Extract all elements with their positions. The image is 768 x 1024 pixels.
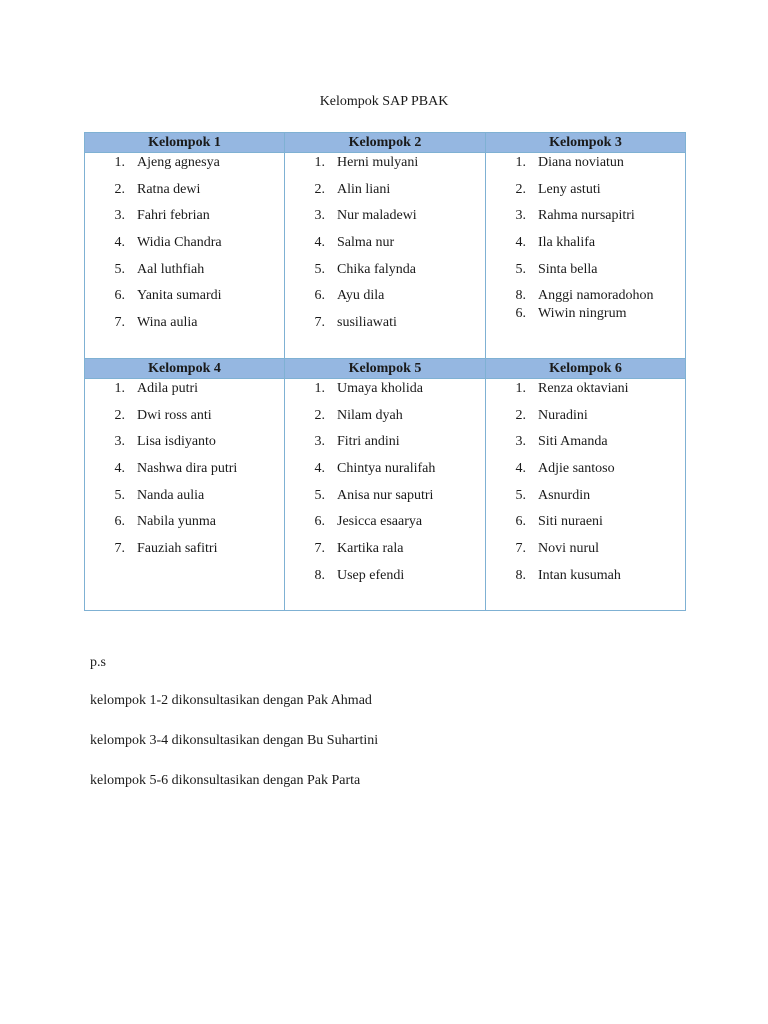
- member-item: [85, 432, 284, 459]
- member-number: 2.: [114, 181, 125, 197]
- member-item: [285, 539, 485, 566]
- group-2-members: [285, 153, 486, 359]
- ps-label: p.s: [90, 655, 106, 670]
- member-name: Wina aulia: [137, 315, 198, 331]
- member-name: Nur maladewi: [337, 208, 417, 224]
- member-item: [486, 512, 685, 539]
- member-item: [85, 406, 284, 433]
- member-item: [285, 432, 485, 459]
- member-number: 2.: [515, 407, 526, 423]
- member-item: [85, 459, 284, 486]
- member-list: [285, 153, 485, 340]
- consultation-note-1: kelompok 1-2 dikonsultasikan dengan Pak Ahmad: [90, 693, 372, 708]
- member-name: Rahma nursapitri: [538, 208, 635, 224]
- member-name: Ratna dewi: [137, 181, 201, 197]
- member-name: Ajeng agnesya: [137, 155, 220, 170]
- member-name: Kartika rala: [337, 541, 404, 557]
- member-number: 8.: [314, 567, 325, 583]
- member-item: [486, 304, 685, 331]
- member-number: 7.: [114, 315, 125, 331]
- group-6-members: [486, 379, 686, 611]
- member-name: Leny astuti: [538, 181, 601, 197]
- member-name: Dwi ross anti: [137, 407, 212, 423]
- member-item: [486, 566, 685, 593]
- member-name: Intan kusumah: [538, 567, 621, 583]
- group-3-header: Kelompok 3: [486, 133, 686, 153]
- member-number: 4.: [515, 461, 526, 477]
- member-item: [85, 260, 284, 287]
- member-name: Adila putri: [137, 381, 199, 396]
- member-number: 3.: [114, 434, 125, 450]
- member-name: Anisa nur saputri: [337, 487, 434, 503]
- member-name: Aal luthfiah: [137, 261, 205, 277]
- member-name: Siti Amanda: [538, 434, 608, 450]
- member-item: [285, 206, 485, 233]
- member-name: Nabila yunma: [137, 514, 216, 530]
- member-number: 2.: [515, 181, 526, 197]
- member-name: Alin liani: [337, 181, 391, 197]
- group-4-members: [85, 379, 285, 611]
- member-number: 6.: [114, 288, 125, 304]
- member-name: Nilam dyah: [337, 407, 403, 423]
- member-name: Novi nurul: [538, 541, 600, 557]
- member-item: [285, 286, 485, 313]
- notes-section: [90, 653, 378, 811]
- member-item: [285, 566, 485, 593]
- consultation-note-3: kelompok 5-6 dikonsultasikan dengan Pak Parta: [90, 773, 361, 788]
- member-number: 1.: [114, 381, 125, 396]
- member-item: [486, 459, 685, 486]
- member-name: Salma nur: [337, 235, 395, 251]
- member-list: [85, 153, 284, 340]
- member-number: 7.: [515, 541, 526, 557]
- member-number: 6.: [515, 514, 526, 530]
- member-number: 7.: [314, 315, 325, 331]
- group-5-header: Kelompok 5: [285, 359, 486, 379]
- member-name: Herni mulyani: [337, 155, 419, 170]
- member-name: Nanda aulia: [137, 487, 205, 503]
- member-number: 4.: [114, 461, 125, 477]
- member-number: 6.: [114, 514, 125, 530]
- member-name: Renza oktaviani: [538, 381, 629, 396]
- member-name: Diana noviatun: [538, 155, 624, 170]
- member-number: 4.: [114, 235, 125, 251]
- member-number: 1.: [515, 155, 526, 170]
- consultation-note-2: kelompok 3-4 dikonsultasikan dengan Bu Suhartini: [90, 733, 379, 748]
- members-row-1: [85, 153, 686, 359]
- member-number: 2.: [314, 181, 325, 197]
- member-name: Chika falynda: [337, 261, 416, 277]
- member-list: [486, 153, 685, 331]
- member-name: Widia Chandra: [137, 235, 222, 251]
- member-list: [285, 379, 485, 593]
- member-number: 5.: [114, 261, 125, 277]
- member-number: 2.: [114, 407, 125, 423]
- member-item: [486, 539, 685, 566]
- member-item: [85, 286, 284, 313]
- member-number: 4.: [314, 235, 325, 251]
- group-6-header: Kelompok 6: [486, 359, 686, 379]
- member-item: [285, 313, 485, 340]
- member-item: [85, 379, 284, 406]
- member-item: [85, 313, 284, 340]
- member-item: [486, 486, 685, 513]
- header-row-1: [85, 133, 686, 153]
- member-name: Anggi namoradohon: [538, 288, 654, 304]
- group-3-members: [486, 153, 686, 359]
- member-name: Wiwin ningrum: [538, 306, 627, 322]
- groups-table: [84, 132, 686, 611]
- member-name: Adjie santoso: [538, 461, 615, 477]
- member-name: Nuradini: [538, 407, 588, 423]
- members-row-2: [85, 379, 686, 611]
- group-1-members: [85, 153, 285, 359]
- member-number: 5.: [314, 487, 325, 503]
- member-number: 1.: [314, 155, 325, 170]
- member-number: 3.: [114, 208, 125, 224]
- member-number: 7.: [114, 541, 125, 557]
- group-2-header: Kelompok 2: [285, 133, 486, 153]
- member-number: 7.: [314, 541, 325, 557]
- member-item: [486, 153, 685, 180]
- member-number: 8.: [515, 288, 526, 304]
- member-number: 3.: [314, 208, 325, 224]
- member-number: 8.: [515, 567, 526, 583]
- member-number: 3.: [314, 434, 325, 450]
- member-item: [285, 379, 485, 406]
- member-name: Umaya kholida: [337, 381, 423, 396]
- member-name: susiliawati: [337, 315, 397, 331]
- member-list: [85, 379, 284, 566]
- member-number: 3.: [515, 208, 526, 224]
- member-name: Siti nuraeni: [538, 514, 603, 530]
- member-item: [486, 286, 685, 304]
- member-number: 5.: [114, 487, 125, 503]
- member-item: [285, 153, 485, 180]
- member-name: Sinta bella: [538, 261, 598, 277]
- member-item: [85, 486, 284, 513]
- member-number: 5.: [515, 487, 526, 503]
- member-item: [85, 206, 284, 233]
- member-item: [486, 180, 685, 207]
- member-item: [486, 260, 685, 287]
- member-item: [285, 459, 485, 486]
- group-5-members: [285, 379, 486, 611]
- member-name: Nashwa dira putri: [137, 461, 238, 477]
- member-item: [285, 180, 485, 207]
- member-list: [486, 379, 685, 593]
- member-name: Fitri andini: [337, 434, 400, 450]
- member-name: Lisa isdiyanto: [137, 434, 216, 450]
- document-title: Kelompok SAP PBAK: [319, 94, 449, 109]
- member-name: Usep efendi: [337, 567, 405, 583]
- member-name: Jesicca esaarya: [337, 514, 423, 530]
- member-item: [486, 206, 685, 233]
- member-number: 5.: [314, 261, 325, 277]
- member-item: [285, 233, 485, 260]
- member-item: [486, 233, 685, 260]
- member-name: Yanita sumardi: [137, 288, 222, 304]
- member-item: [486, 406, 685, 433]
- member-item: [85, 233, 284, 260]
- group-4-header: Kelompok 4: [85, 359, 285, 379]
- member-item: [285, 512, 485, 539]
- member-item: [85, 180, 284, 207]
- member-name: Ayu dila: [337, 288, 385, 304]
- member-number: 4.: [314, 461, 325, 477]
- member-name: Fauziah safitri: [137, 541, 218, 557]
- member-number: 6.: [314, 514, 325, 530]
- member-number: 1.: [114, 155, 125, 170]
- member-number: 6.: [515, 306, 526, 322]
- member-item: [85, 539, 284, 566]
- member-name: Chintya nuralifah: [337, 461, 436, 477]
- member-item: [285, 406, 485, 433]
- member-name: Fahri febrian: [137, 208, 210, 224]
- member-item: [285, 260, 485, 287]
- member-number: 1.: [314, 381, 325, 396]
- member-item: [285, 486, 485, 513]
- member-item: [85, 512, 284, 539]
- member-number: 5.: [515, 261, 526, 277]
- member-name: Ila khalifa: [538, 235, 596, 251]
- member-item: [486, 432, 685, 459]
- member-number: 1.: [515, 381, 526, 396]
- member-name: Asnurdin: [538, 487, 591, 503]
- header-row-2: [85, 359, 686, 379]
- member-number: 2.: [314, 407, 325, 423]
- member-item: [85, 153, 284, 180]
- member-item: [486, 379, 685, 406]
- group-1-header: Kelompok 1: [85, 133, 285, 153]
- member-number: 4.: [515, 235, 526, 251]
- member-number: 6.: [314, 288, 325, 304]
- member-number: 3.: [515, 434, 526, 450]
